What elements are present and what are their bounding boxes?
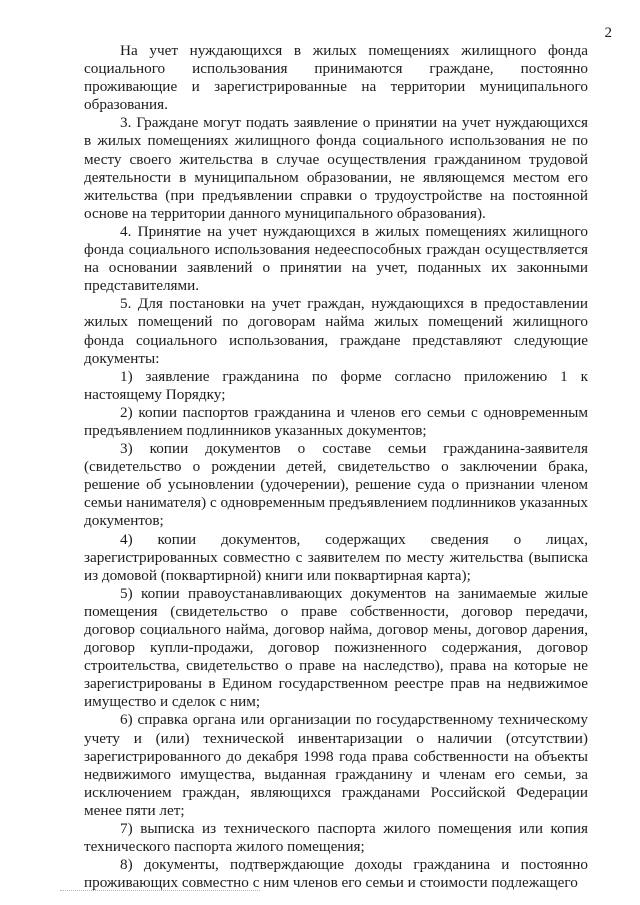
list-item-4: 4) копии документов, содержащих сведения о лицах, зарегистрированных совместно с заявителем по месту жительства (выписка из домовой (поквартирной) книги или поквартирная карта); xyxy=(84,530,588,584)
list-item-3: 3) копии документов о составе семьи гражданина-заявителя (свидетельство о рождении детей, свидетельство о заключении брака, решение об усыновлении (удочерении), решение суда о признании членом семьи нанимателя) с одновременным предъявлением подлинников указанных документов; xyxy=(84,440,588,530)
document-body xyxy=(84,42,588,892)
paragraph-intro: На учет нуждающихся в жилых помещениях жилищного фонда социального использования принимаются граждане, постоянно проживающие и зарегистрированные на территории муниципального образования. xyxy=(84,42,588,114)
paragraph-item-5: 5. Для постановки на учет граждан, нуждающихся в предоставлении жилых помещений по договорам найма жилых помещений жилищного фонда социального использования, граждане представляют следующие документы: xyxy=(84,295,588,367)
page-number: 2 xyxy=(604,25,612,41)
list-item-6: 6) справка органа или организации по государственному техническому учету и (или) технической инвентаризации о наличии (отсутствии) зарегистрированного до декабря 1998 года права собственности на объекты недвижимого имущества, выданная гражданину и членам его семьи, за исключением граждан, являющихся гражданами Российской Федерации менее пяти лет; xyxy=(84,711,588,819)
paragraph-item-4: 4. Принятие на учет нуждающихся в жилых помещениях жилищного фонда социального использования недееспособных граждан осуществляется на основании заявлений о принятии на учет, поданных их законными представителями. xyxy=(84,222,588,295)
list-item-2: 2) копии паспортов гражданина и членов его семьи с одновременным предъявлением подлинников указанных документов; xyxy=(84,403,588,439)
paragraph-item-3: 3. Граждане могут подать заявление о принятии на учет нуждающихся в жилых помещениях жилищного фонда социального использования не по месту своего жительства в случае осуществления гражданином трудовой деятельности в муниципальном образовании, не являющемся местом его жительства (при предъявлении справки о трудоустройстве на постоянной основе на территории данного муниципального образования). xyxy=(84,114,588,222)
list-item-1: 1) заявление гражданина по форме согласно приложению 1 к настоящему Порядку; xyxy=(84,367,588,403)
scan-artifact-divider xyxy=(60,890,260,895)
list-item-5: 5) копии правоустанавливающих документов на занимаемые жилые помещения (свидетельство о праве собственности, договор передачи, договор социального найма, договор найма, договор мены, договор дарения, договор купли-продажи, договор пожизненного содержания, договор строительства, свидетельство о праве на наследство), права на которые не зарегистрированы в Едином государственном реестре прав на недвижимое имущество и сделок с ним; xyxy=(84,584,588,711)
list-item-7: 7) выписка из технического паспорта жилого помещения или копия технического паспорта жилого помещения; xyxy=(84,820,588,856)
list-item-8: 8) документы, подтверждающие доходы гражданина и постоянно проживающих совместно с ним членов его семьи и стоимости подлежащего xyxy=(84,856,588,892)
